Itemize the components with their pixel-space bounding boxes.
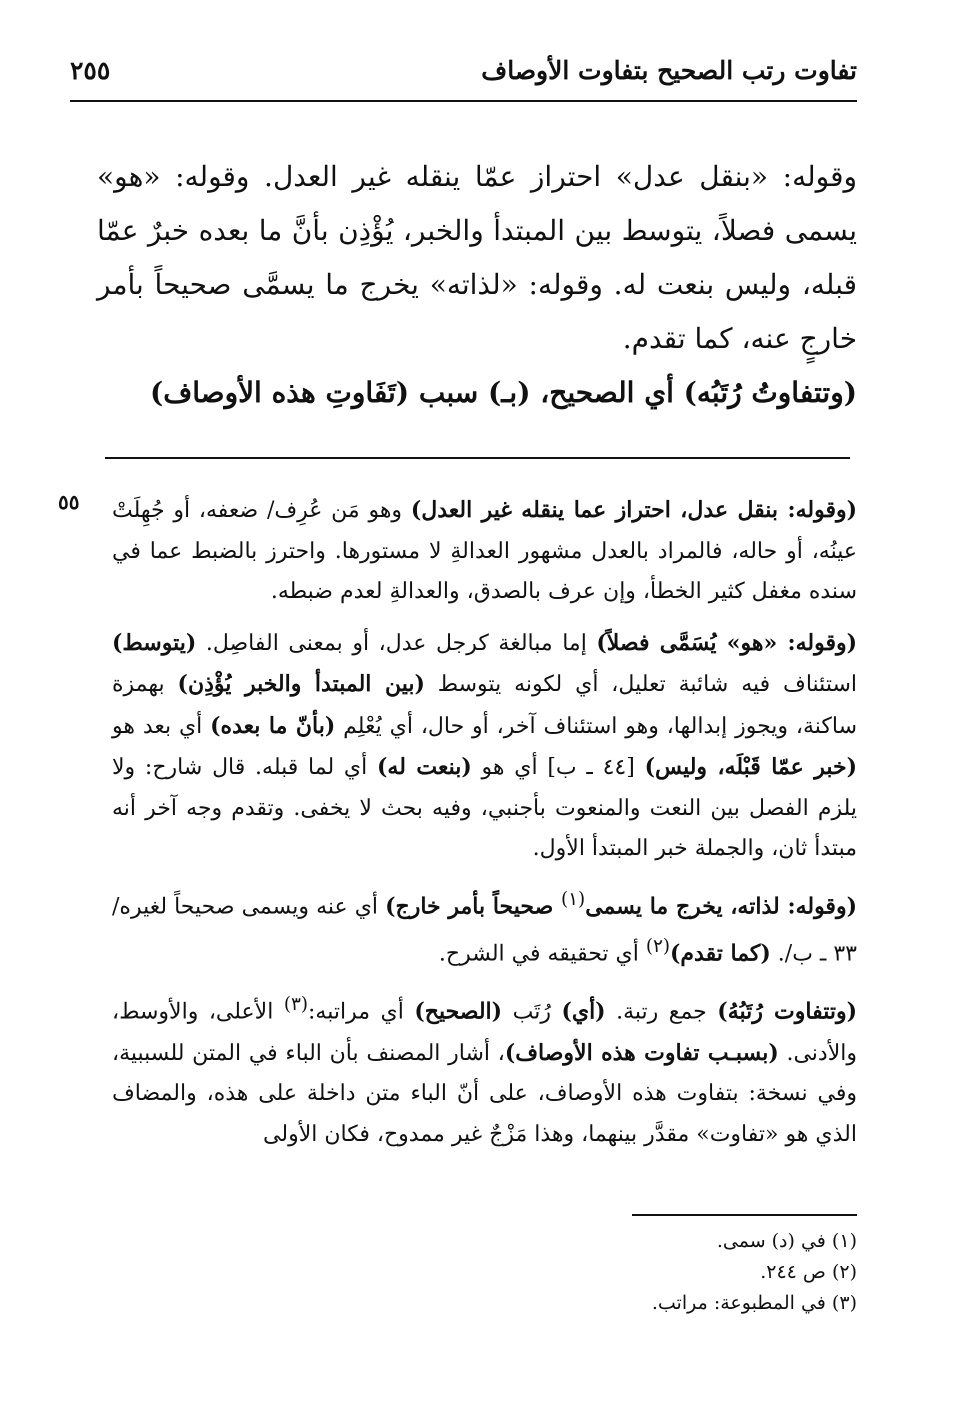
commentary-paragraph-3 xyxy=(112,880,857,976)
main-text-block xyxy=(97,150,857,420)
footnote-2: (٢) ص ٢٤٤. xyxy=(760,1261,857,1283)
commentary-text: أي عنه ويسمى صحيحاً لغيره/٣٣ ـ ب/. xyxy=(112,893,857,967)
commentary-text: ، أشار المصنف بأن الباء في المتن للسببية، وفي نسخة: بتفاوت هذه الأوصاف، على أنّ الباء متن داخلة على هذه، والمضاف الذي هو «تفاوت» مقدَّر بينهما، وهذا مَزْجٌ غير ممدوح، فكان الأولى xyxy=(112,1040,857,1147)
commentary-text: استئناف فيه شائبة تعليل، أي لكونه يتوسط xyxy=(424,672,858,697)
bold-quote: (كما تقدم) xyxy=(670,940,771,967)
footnote-separator xyxy=(632,1214,857,1216)
commentary-text: [٤٤ ـ ب] أي هو xyxy=(471,755,645,780)
commentary-paragraph-4 xyxy=(112,985,857,1155)
commentary-text: أي تحقيقه في الشرح. xyxy=(438,941,646,967)
commentary-text: أي بعد هو xyxy=(112,713,211,739)
commentary-paragraph-1 xyxy=(112,490,857,613)
footnote-ref: (٣) xyxy=(283,994,308,1016)
commentary-text: إما مبالغة كرجل عدل، أو بمعنى الفاصِل. xyxy=(196,630,597,656)
bold-quote: (بين المبتدأ والخبر يُؤْذِن) xyxy=(177,671,425,697)
footnotes xyxy=(457,1226,857,1319)
bold-quote: (وتتفاوت رُتَبُهُ) xyxy=(717,998,857,1025)
commentary-text: أي مراتبه: xyxy=(308,999,415,1025)
bold-quote: (الصحيح) xyxy=(414,998,503,1025)
commentary-text: رُتَب xyxy=(502,999,562,1025)
page-number: ٢٥٥ xyxy=(70,56,111,85)
commentary-block xyxy=(112,490,857,1165)
bold-quote: (وقوله: لذاته، يخرج ما يسمى xyxy=(585,892,857,919)
footnote-3: (٣) في المطبوعة: مراتب. xyxy=(651,1292,857,1314)
commentary-text: بهمزة ساكنة، ويجوز إبدالها، وهو استئناف آخر، أو حال، أي يُعْلِم xyxy=(112,672,858,739)
commentary-text: الأعلى، والأوسط، والأدنى. xyxy=(112,999,858,1066)
commentary-paragraph-2 xyxy=(112,623,857,870)
main-paragraph: وقوله: «بنقل عدل» احتراز عمّا ينقله غير العدل. وقوله: «هو» يسمى فصلاً، يتوسط بين المبتدأ والخبر، يُؤْذِن بأنَّ ما بعده خبرٌ عمّا قبله، وليس بنعت له. وقوله: «لذاته» يخرج ما يسمَّى صحيحاً بأمر خارجٍ عنه، كما تقدم. xyxy=(97,160,857,355)
commentary-text: جمع رتبة. xyxy=(605,999,718,1025)
main-last-line: (وتتفاوتُ رُتَبُه) أي الصحيح، (بـ) سبب (تَفَاوتِ هذه الأوصاف) xyxy=(149,376,857,409)
footnote-ref: (٢) xyxy=(645,936,671,958)
margin-page-number: ٥٥ xyxy=(58,490,80,514)
text-separator xyxy=(105,457,850,459)
bold-quote: (خبر عمّا قَبْلَه، وليس) xyxy=(644,754,857,780)
running-title: تفاوت رتب الصحيح بتفاوت الأوصاف xyxy=(481,56,857,85)
footnote-1: (١) في (د) سمى. xyxy=(716,1230,857,1252)
bold-quote: صحيحاً بأمر خارج) xyxy=(385,892,562,919)
bold-quote: (أي) xyxy=(561,998,606,1025)
bold-quote: (وقوله: بنقل عدل، احتراز عما ينقله غير العدل) xyxy=(410,497,857,523)
commentary-text: وهو مَن عُرِف/ ضعفه، أو جُهِلَتْ عينُه، أو حاله، فالمراد بالعدل مشهور العدالةِ لا مستورها. واحترز بالضبط عما في سنده مغفل كثير الخطأ، وإن عرف بالصدق، والعدالةِ لعدم ضبطه. xyxy=(112,498,857,604)
bold-quote: (بأنّ ما بعده) xyxy=(210,712,336,739)
bold-quote: (يتوسط) xyxy=(112,629,197,656)
commentary-text: أي لما قبله. قال شارح: ولا يلزم الفصل بين النعت والمنعوت بأجنبي، وفيه بحث لا يخفى. وتقدم وجه آخر أنه مبتدأ ثان، والجملة خبر المبتدأ الأول. xyxy=(112,755,857,861)
page-header xyxy=(70,50,857,102)
bold-quote: (وقوله: «هو» يُسَمَّى فصلاً) xyxy=(596,629,857,656)
footnote-ref: (١) xyxy=(561,888,586,910)
bold-quote: (بسبـب تفاوت هذه الأوصاف) xyxy=(504,1039,779,1066)
bold-quote: (بنعت له) xyxy=(377,754,472,780)
